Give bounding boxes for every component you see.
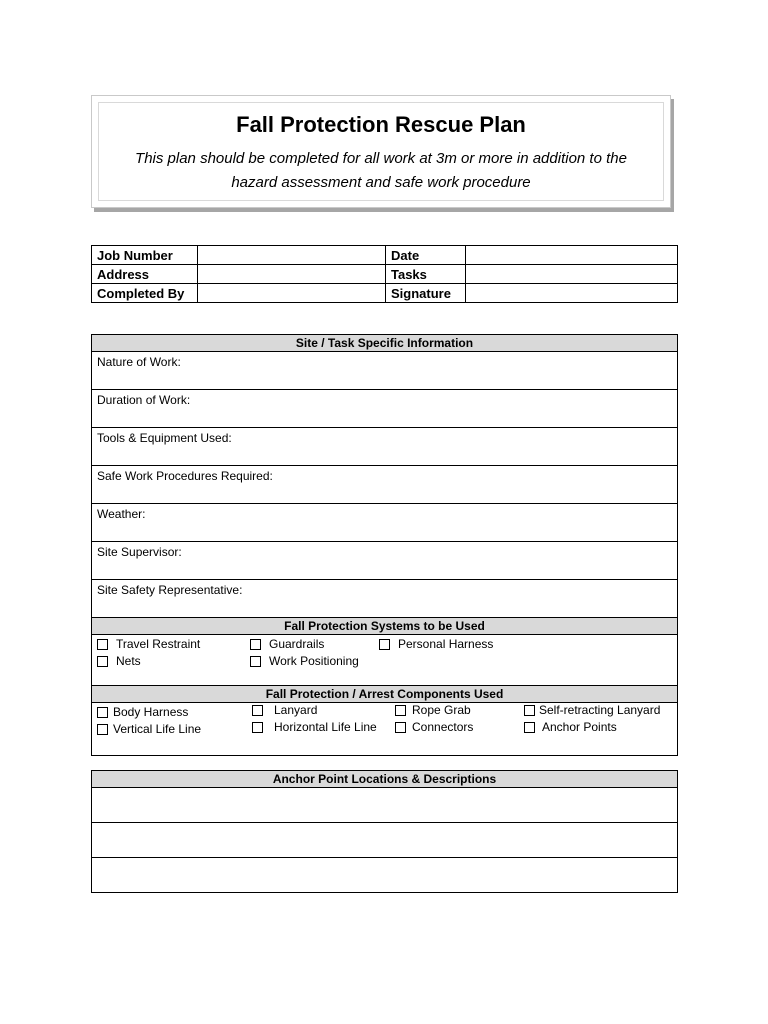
checkbox-label: Travel Restraint [116, 637, 201, 651]
table-row [92, 284, 678, 303]
table-row [92, 858, 678, 893]
checkbox-icon[interactable] [97, 707, 108, 718]
checkbox-label: Vertical Life Line [113, 722, 202, 736]
tasks-field[interactable] [466, 265, 678, 284]
checkbox-icon[interactable] [250, 639, 261, 650]
anchor-row-3[interactable] [92, 858, 678, 893]
checkbox-label: Body Harness [113, 705, 189, 719]
table-row [92, 428, 678, 466]
table-row [92, 823, 678, 858]
date-field[interactable] [466, 246, 678, 265]
page-subtitle: This plan should be completed for all work at 3m or more in addition to the hazard assessment and safe work procedure [135, 150, 627, 191]
table-row [92, 265, 678, 284]
anchor-row-1[interactable] [92, 788, 678, 823]
checkbox-icon[interactable] [97, 639, 108, 650]
checkbox-icon[interactable] [250, 656, 261, 667]
table-row [92, 352, 678, 390]
checkbox-label: Horizontal Life Line [274, 720, 377, 734]
site-info-table [91, 334, 678, 756]
checkbox-label: Lanyard [274, 703, 318, 717]
title-inner [98, 102, 664, 201]
checkbox-icon[interactable] [524, 722, 535, 733]
site-info-heading: Site / Task Specific Information [92, 335, 678, 352]
checkbox-travel-restraint[interactable] [97, 637, 200, 651]
page-title: Fall Protection Rescue Plan [236, 112, 526, 137]
checkbox-icon[interactable] [379, 639, 390, 650]
job-number-field[interactable] [198, 246, 386, 265]
checkbox-label: Guardrails [269, 637, 325, 651]
checkbox-icon[interactable] [252, 705, 263, 716]
systems-heading: Fall Protection Systems to be Used [92, 618, 678, 635]
systems-options [92, 635, 678, 686]
job-number-label: Job Number [92, 246, 198, 265]
address-field[interactable] [198, 265, 386, 284]
site-safety-rep-field[interactable]: Site Safety Representative: [92, 580, 678, 618]
checkbox-icon[interactable] [97, 656, 108, 667]
tasks-label: Tasks [386, 265, 466, 284]
table-row [92, 635, 678, 686]
completed-by-label: Completed By [92, 284, 198, 303]
section-header [92, 686, 678, 703]
table-row [92, 390, 678, 428]
checkbox-nets[interactable] [97, 654, 141, 668]
checkbox-connectors[interactable] [395, 720, 473, 734]
title-box [91, 95, 671, 208]
table-row [92, 542, 678, 580]
section-header [92, 771, 678, 788]
systems-checkbox-grid [92, 635, 677, 685]
section-header [92, 335, 678, 352]
checkbox-icon[interactable] [395, 722, 406, 733]
checkbox-personal-harness[interactable] [379, 637, 493, 651]
nature-of-work-field[interactable]: Nature of Work: [92, 352, 678, 390]
anchor-points-table [91, 770, 678, 893]
checkbox-label: Self-retracting Lanyard [539, 703, 661, 717]
checkbox-label: Personal Harness [398, 637, 494, 651]
checkbox-icon[interactable] [252, 722, 263, 733]
date-label: Date [386, 246, 466, 265]
checkbox-icon[interactable] [524, 705, 535, 716]
checkbox-label: Anchor Points [542, 720, 617, 734]
weather-field[interactable]: Weather: [92, 504, 678, 542]
job-info-table [91, 245, 678, 303]
duration-of-work-field[interactable]: Duration of Work: [92, 390, 678, 428]
components-heading: Fall Protection / Arrest Components Used [92, 686, 678, 703]
checkbox-horizontal-life-line[interactable] [252, 720, 377, 734]
section-header [92, 618, 678, 635]
signature-field[interactable] [466, 284, 678, 303]
checkbox-self-retracting-lanyard[interactable] [524, 703, 660, 717]
checkbox-vertical-life-line[interactable] [97, 722, 201, 736]
components-options [92, 703, 678, 756]
checkbox-guardrails[interactable] [250, 637, 324, 651]
table-row [92, 788, 678, 823]
checkbox-label: Work Positioning [269, 654, 359, 668]
table-row [92, 466, 678, 504]
site-supervisor-field[interactable]: Site Supervisor: [92, 542, 678, 580]
checkbox-label: Nets [116, 654, 141, 668]
tools-equipment-field[interactable]: Tools & Equipment Used: [92, 428, 678, 466]
checkbox-anchor-points[interactable] [524, 720, 617, 734]
address-label: Address [92, 265, 198, 284]
checkbox-lanyard[interactable] [252, 703, 317, 717]
checkbox-work-positioning[interactable] [250, 654, 359, 668]
table-row [92, 580, 678, 618]
signature-label: Signature [386, 284, 466, 303]
anchor-row-2[interactable] [92, 823, 678, 858]
checkbox-label: Connectors [412, 720, 474, 734]
anchor-heading: Anchor Point Locations & Descriptions [92, 771, 678, 788]
checkbox-body-harness[interactable] [97, 705, 188, 719]
completed-by-field[interactable] [198, 284, 386, 303]
checkbox-label: Rope Grab [412, 703, 471, 717]
table-row [92, 246, 678, 265]
table-row [92, 504, 678, 542]
table-row [92, 703, 678, 756]
checkbox-icon[interactable] [395, 705, 406, 716]
safe-work-procedures-field[interactable]: Safe Work Procedures Required: [92, 466, 678, 504]
checkbox-rope-grab[interactable] [395, 703, 471, 717]
components-checkbox-grid [92, 703, 677, 755]
checkbox-icon[interactable] [97, 724, 108, 735]
